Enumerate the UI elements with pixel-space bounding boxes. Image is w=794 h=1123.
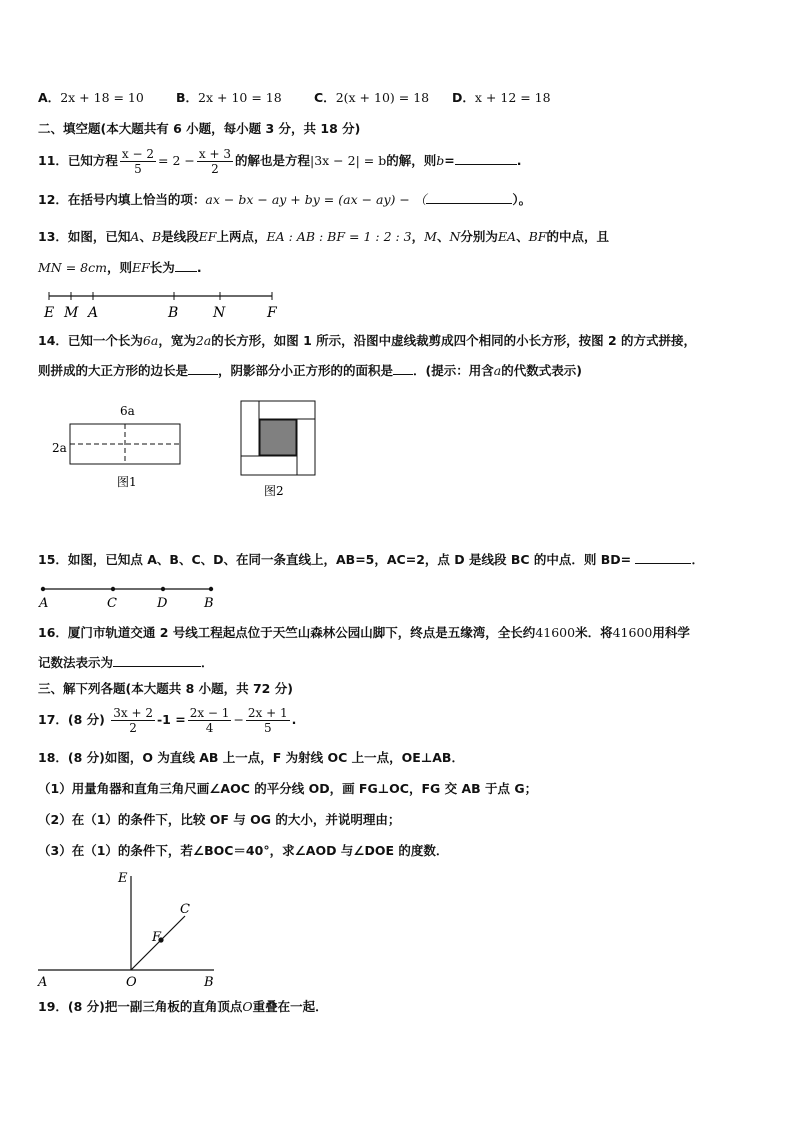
- label-a: A: [39, 596, 49, 611]
- label-c: C: [180, 902, 190, 917]
- label-d: D: [157, 596, 168, 611]
- label-f: F: [267, 305, 277, 321]
- question-16-line2: 记数法表示为 ．: [38, 655, 214, 670]
- section2-heading: 二、填空题(本大题共有 6 小题，每小题 3 分，共 18 分): [38, 121, 361, 136]
- question-18-part1: （1）用量角器和直角三角尺画∠AOC 的平分线 OD，画 FG⊥OC，FG 交 AB 于点 G；: [38, 781, 538, 796]
- answer-blank: [393, 362, 413, 375]
- label-e: E: [118, 871, 128, 886]
- point-c: [111, 587, 115, 591]
- question-13-line2: MN = 8cm，则EF长为 .: [38, 260, 202, 275]
- option-a: A．2x + 18 = 10: [38, 90, 144, 105]
- label-a: A: [38, 975, 48, 990]
- question-14-line1: 14．已知一个长为6a，宽为2a的长方形，如图 1 所示，沿图中虚线裁剪成四个相同的小长方形，按图 2 的方式拼接，: [38, 333, 697, 348]
- point-a: [41, 587, 45, 591]
- answer-blank: [188, 362, 218, 375]
- fig2-caption: 图2: [264, 484, 284, 498]
- fig1-length-label: 6a: [120, 404, 135, 418]
- answer-blank: [635, 551, 691, 564]
- q18-angle-figure: [34, 866, 224, 990]
- option-d: D．x + 12 = 18: [452, 90, 551, 105]
- question-11: 11．已知方程 $\frac{x - 2}{5}$ = 2 − $\frac{x + 3}{2}$ 的解也是方程|3x − 2| = b的解，则b= .: [38, 147, 522, 176]
- point-d: [161, 587, 165, 591]
- fig1-width-label: 2a: [52, 441, 67, 455]
- label-m: M: [64, 305, 79, 321]
- fig2-piece-bottom: [241, 456, 297, 475]
- label-c: C: [107, 596, 117, 611]
- label-o: O: [126, 975, 137, 990]
- q13-segment-figure: [40, 290, 290, 322]
- fig2-piece-left: [241, 401, 259, 456]
- question-17: 17．(8 分) $\frac{3x + 2}{2}$ -1 = $\frac{2x - 1}{4}$ − $\frac{2x + 1}{5}$ .: [38, 706, 297, 735]
- answer-blank: [426, 191, 512, 204]
- q14-figures: [40, 398, 340, 502]
- question-16-line1: 16．厦门市轨道交通 2 号线工程起点位于天竺山森林公园山脚下，终点是五缘湾，全长约41600米．将41600用科学: [38, 625, 690, 640]
- answer-blank: [113, 654, 201, 667]
- question-19: 19．(8 分)把一副三角板的直角顶点O重叠在一起．: [38, 999, 328, 1014]
- answer-blank: [455, 152, 517, 165]
- option-b: B．2x + 10 = 18: [176, 90, 282, 105]
- question-15: 15．如图，已知点 A、B、C、D、在同一条直线上，AB=5，AC=2，点 D 是线段 BC 的中点．则 BD= ．: [38, 552, 704, 567]
- label-b: B: [204, 975, 214, 990]
- label-e: E: [44, 305, 55, 321]
- answer-blank: [175, 259, 197, 272]
- label-a: A: [88, 305, 99, 321]
- question-18-part2: （2）在（1）的条件下，比较 OF 与 OG 的大小，并说明理由；: [38, 812, 401, 827]
- question-18: 18．(8 分)如图，O 为直线 AB 上一点，F 为射线 OC 上一点，OE⊥AB．: [38, 750, 464, 765]
- option-c: C．2(x + 10) = 18: [314, 90, 430, 105]
- label-b: B: [168, 305, 179, 321]
- point-b: [209, 587, 213, 591]
- q15-line-figure: [36, 582, 226, 612]
- section3-heading: 三、解下列各题(本大题共 8 小题，共 72 分): [38, 681, 293, 696]
- label-f: F: [152, 930, 162, 945]
- fig2-piece-top: [259, 401, 315, 419]
- question-18-part3: （3）在（1）的条件下，若∠BOC＝40°，求∠AOD 与∠DOE 的度数．: [38, 843, 449, 858]
- fig1-caption: 图1: [117, 475, 137, 489]
- label-b: B: [204, 596, 214, 611]
- label-n: N: [213, 305, 226, 321]
- question-13-line1: 13．如图，已知A、B是线段EF上两点，EA : AB : BF = 1 : 2 : 3，M、N分别为EA、BF的中点，且: [38, 229, 609, 244]
- fig2-shaded-square: [260, 420, 296, 455]
- fig2-piece-right: [297, 419, 315, 475]
- question-12: 12．在括号内填上恰当的项：ax − bx − ay + by = (ax − ay) − （ ）。: [38, 192, 532, 207]
- question-14-line2: 则拼成的大正方形的边长是 ，阴影部分小正方形的的面积是 ．(提示：用含a的代数式表示): [38, 363, 582, 378]
